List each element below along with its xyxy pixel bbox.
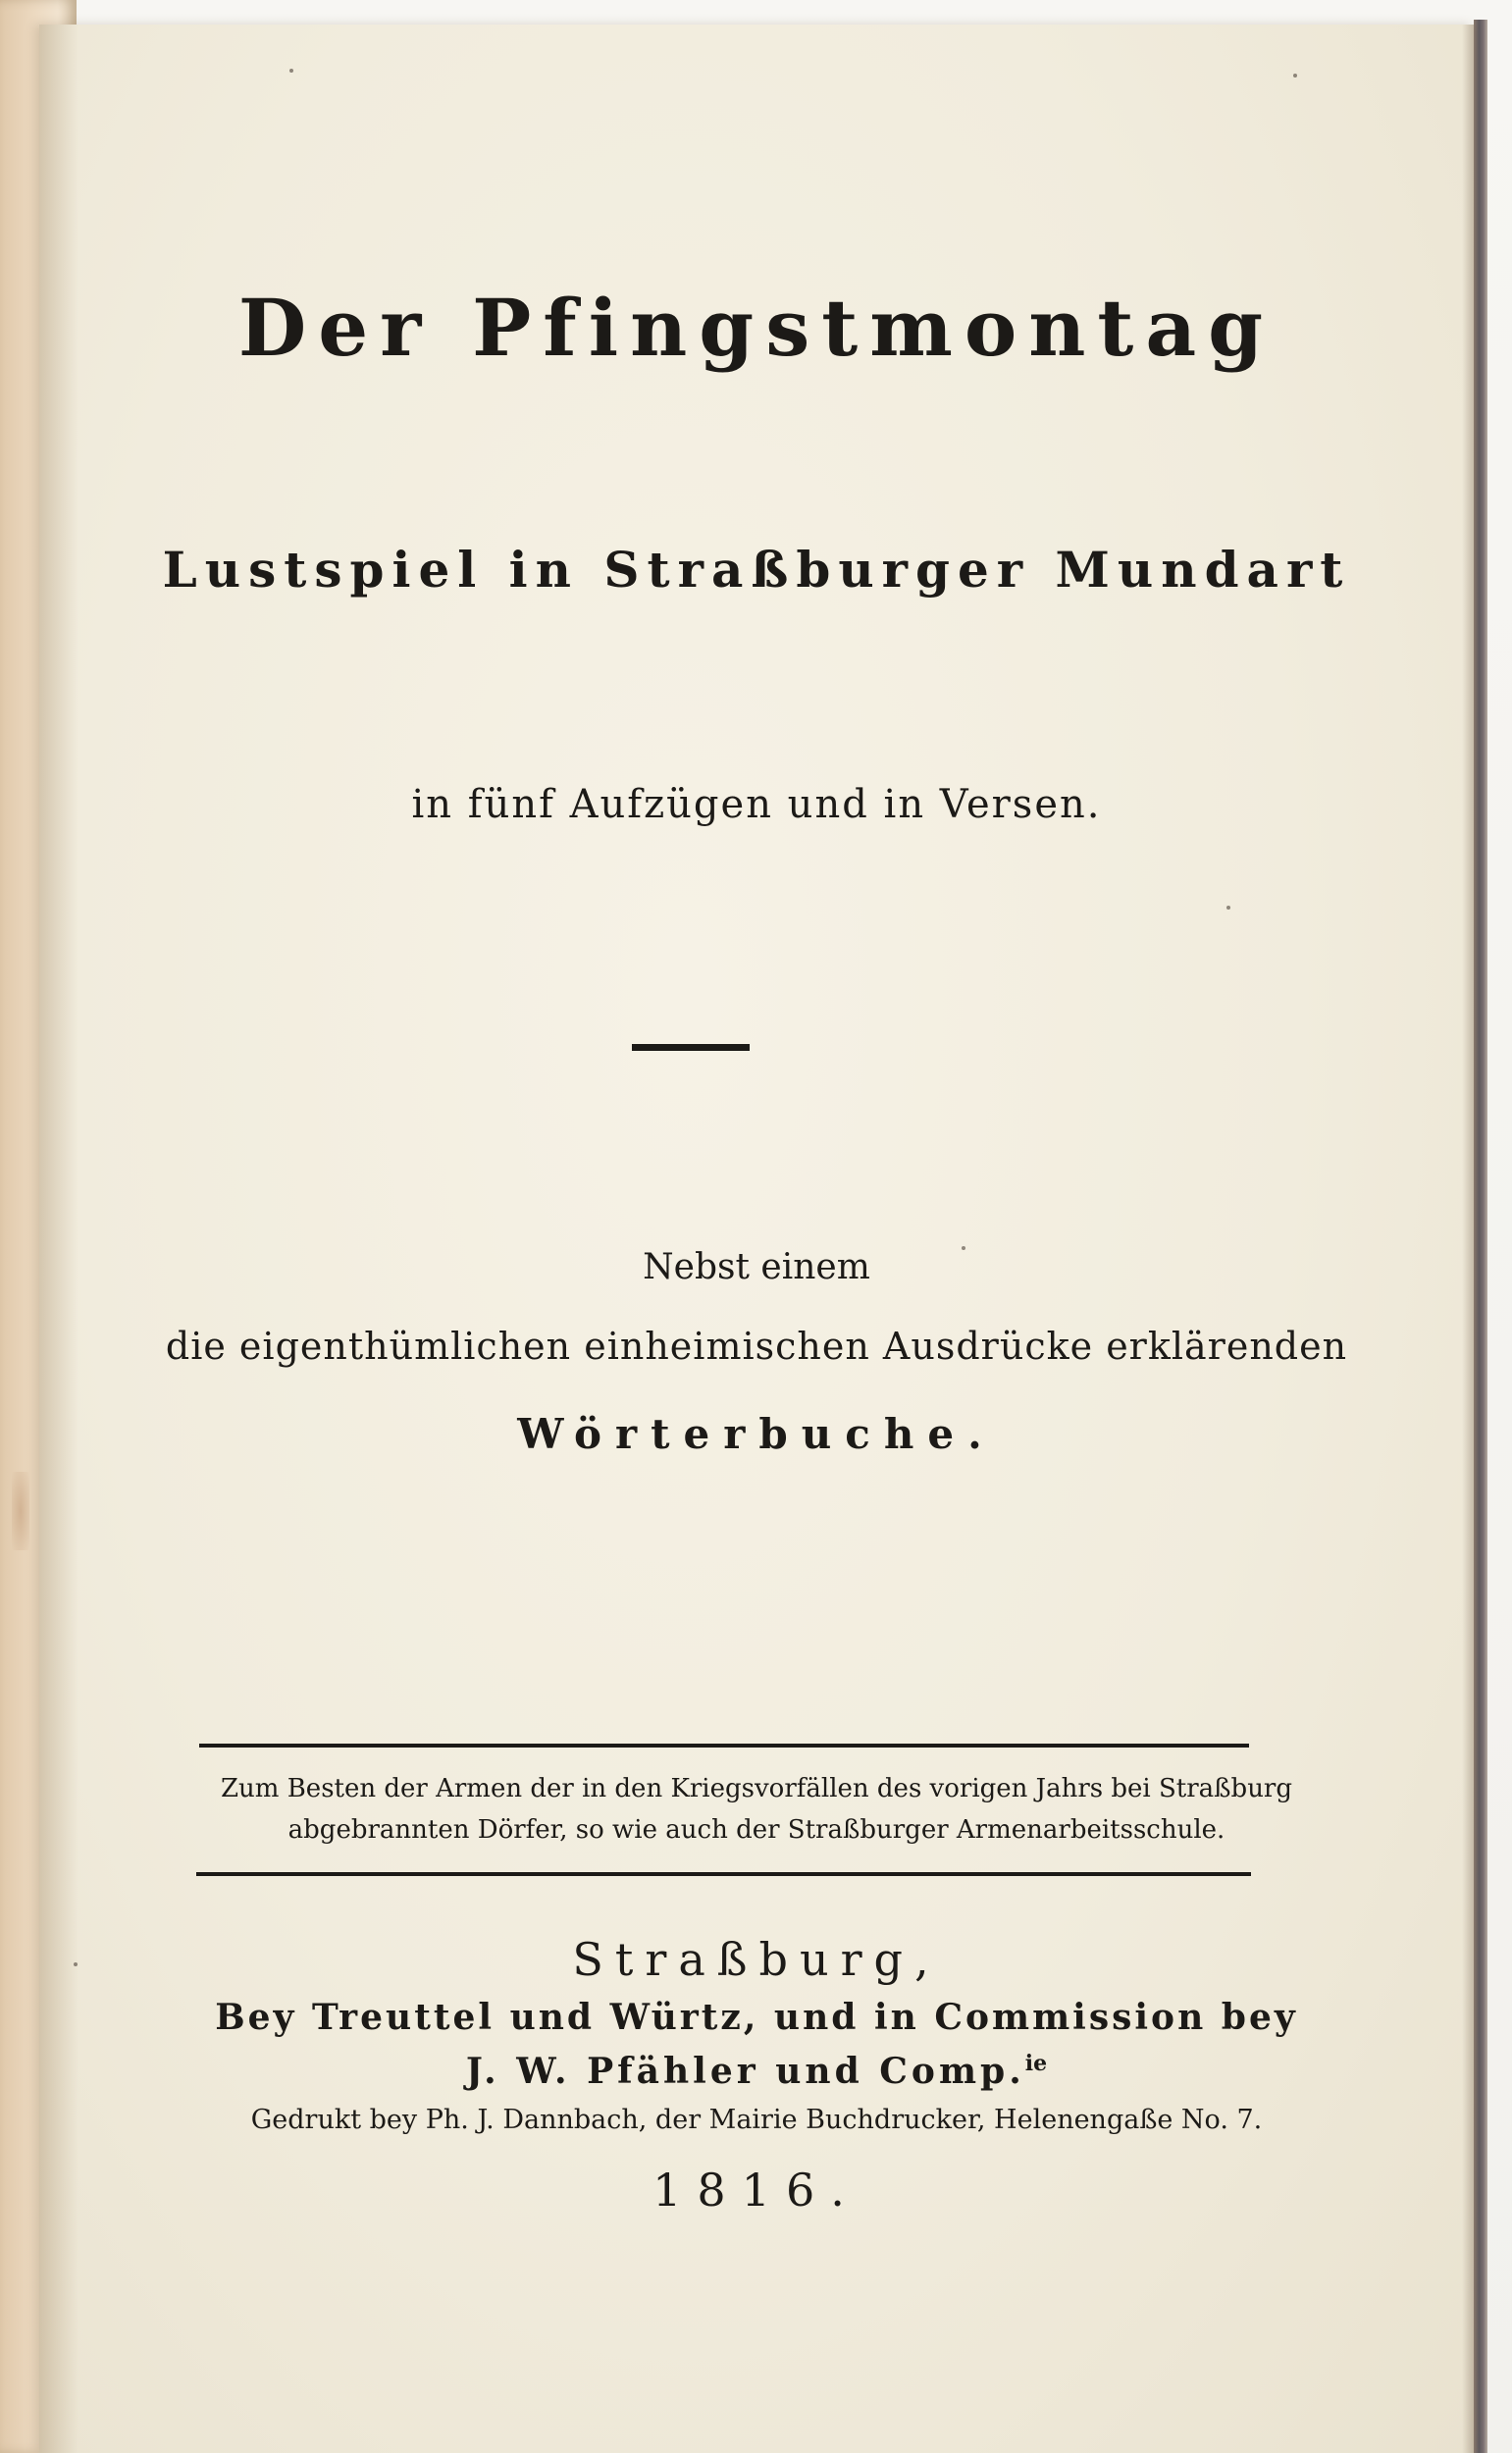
dictionary-word: Wörterbuche. xyxy=(517,1410,996,1458)
title-page xyxy=(39,25,1474,2453)
short-divider-rule xyxy=(632,1044,750,1051)
imprint-place: Straßburg, xyxy=(572,1933,941,1986)
charity-note-line-2: abgebrannten Dörfer, so wie auch der Straßburger Armenarbeitsschule. xyxy=(287,1815,1225,1845)
paper-speck xyxy=(289,69,293,73)
publisher-line-2 xyxy=(39,2051,1474,2092)
paper-speck xyxy=(962,1246,965,1250)
publisher-line-1: Bey Treuttel und Würtz, und in Commission bey xyxy=(215,1997,1298,2038)
nebst-line: Nebst einem xyxy=(643,1247,870,1287)
printer-line: Gedrukt bey Ph. J. Dannbach, der Mairie Buchdrucker, Helenengaße No. 7. xyxy=(250,2105,1263,2135)
book-cover-edge xyxy=(1474,20,1487,2453)
paper-speck xyxy=(1293,74,1297,78)
charity-note-top-rule xyxy=(199,1744,1249,1748)
publisher-superscript: ie xyxy=(1024,2051,1048,2076)
publisher-name: J. W. Pfähler und Comp. xyxy=(465,2051,1025,2092)
paper-speck xyxy=(74,1962,78,1966)
paper-stain xyxy=(12,1472,29,1550)
acts-description: in fünf Aufzügen und in Versen. xyxy=(411,782,1102,827)
book-title: Der Pfingstmontag xyxy=(237,282,1276,374)
dictionary-description: die eigenthümlichen einheimischen Ausdrücke erklärenden xyxy=(165,1325,1348,1368)
charity-note-bottom-rule xyxy=(196,1872,1251,1876)
publication-year: 1816. xyxy=(652,2164,860,2217)
book-subtitle: Lustspiel in Straßburger Mundart xyxy=(162,541,1351,599)
charity-note-line-1: Zum Besten der Armen der in den Kriegsvorfällen des vorigen Jahrs bei Straßburg xyxy=(220,1774,1293,1803)
paper-speck xyxy=(1226,906,1230,910)
